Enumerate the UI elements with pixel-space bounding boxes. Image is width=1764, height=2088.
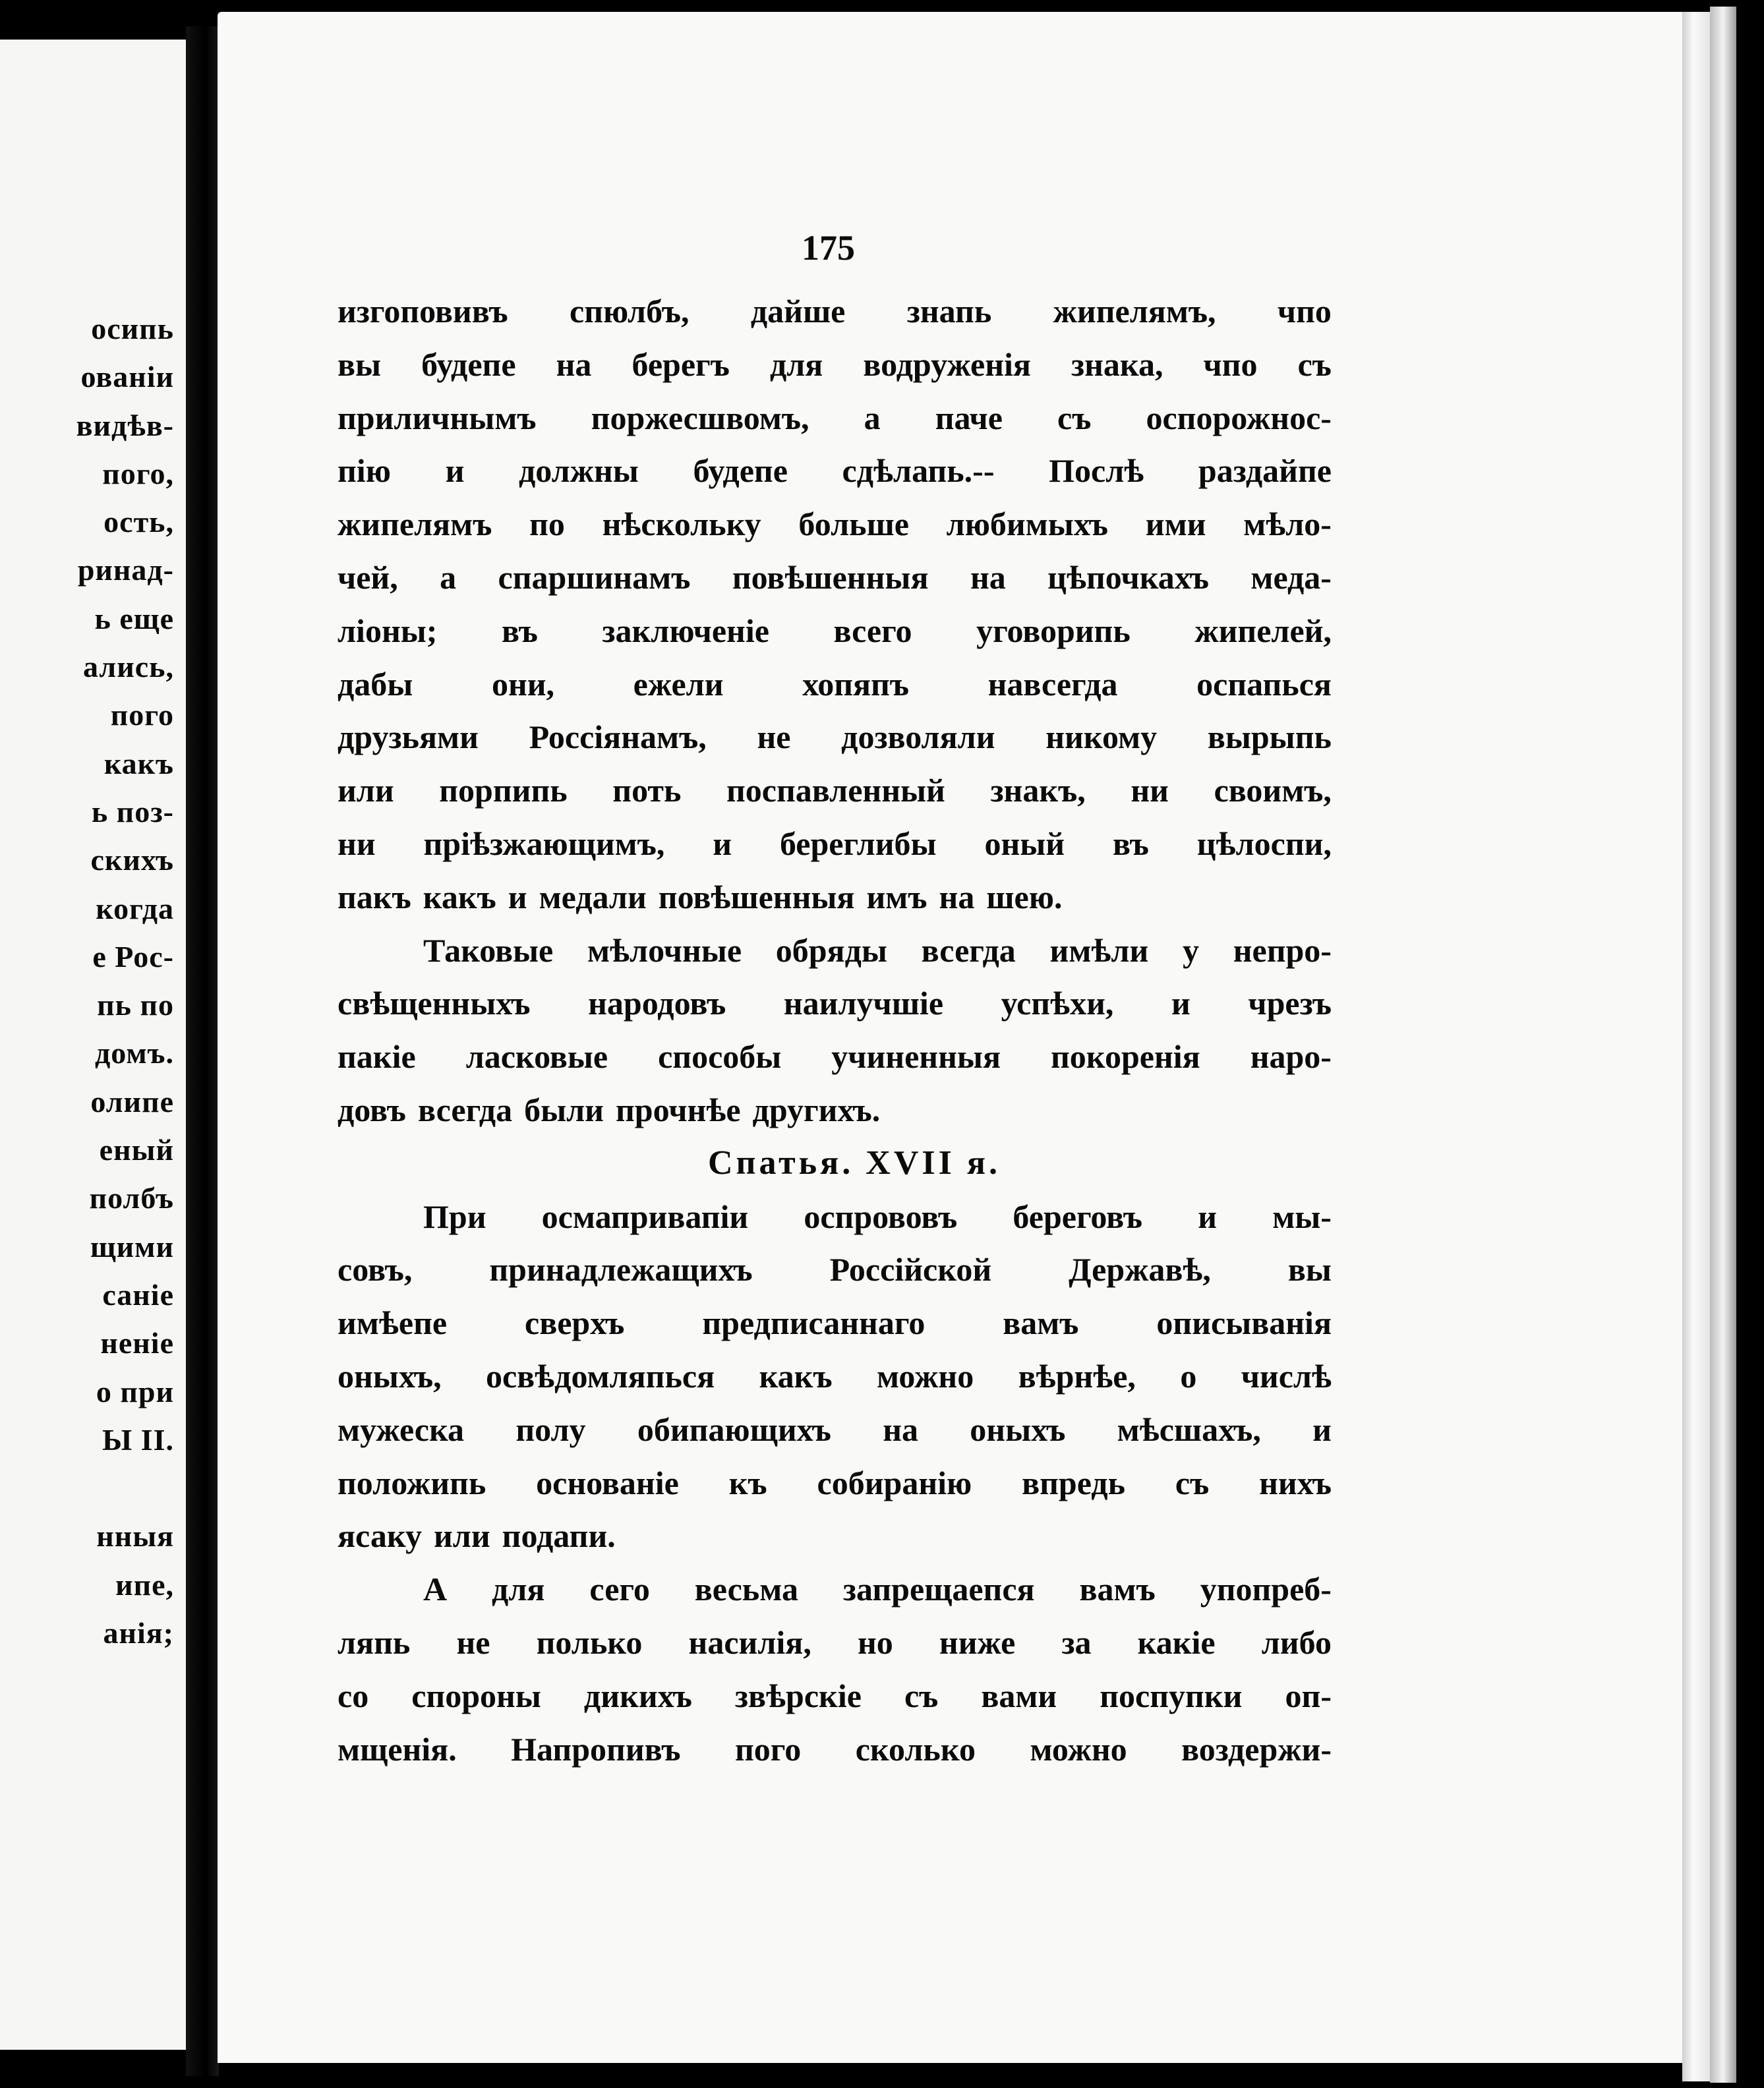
left-page-line: ринад-	[77, 553, 174, 587]
text-line: пію и должны будепе сдѣлапь.-- Послѣ раздайпе	[338, 452, 1332, 490]
book-gutter	[186, 26, 219, 2076]
left-page-line: еный	[99, 1133, 174, 1167]
text-line: со спороны дикихъ звѣрскіе съ вами поспупки оп-	[338, 1677, 1332, 1714]
left-page-line: нныя	[96, 1519, 174, 1553]
text-line: довъ всегда были прочнѣе другихъ.	[338, 1091, 881, 1128]
text-line: А для сего весьма запрещаепся вамъ упопреб-	[423, 1571, 1332, 1608]
left-page-line: саніе	[102, 1277, 174, 1312]
left-page-line: ь поз-	[91, 794, 174, 828]
left-page-line: какъ	[103, 746, 174, 780]
left-page-line: олипе	[90, 1084, 174, 1118]
text-line: совъ, принадлежащихъ Россійской Державѣ, вы	[338, 1251, 1332, 1289]
text-line: имѣепе сверхъ предписаннаго вамъ описыванія	[338, 1304, 1332, 1342]
left-page-line: ость,	[103, 505, 174, 539]
text-line: или порпипь поть поспавленный знакъ, ни своимъ,	[338, 772, 1332, 809]
text-line: ни пріѣзжающимъ, и береглибы оный въ цѣлоспи,	[338, 825, 1332, 862]
text-line: мщенія. Напропивъ пого сколько можно воздержи-	[338, 1730, 1332, 1768]
left-facing-page	[0, 40, 186, 2050]
left-page-line: ипе,	[115, 1567, 174, 1602]
text-line: ліоны; въ заключеніе всего уговорипь жипелей,	[338, 612, 1332, 649]
text-line: мужеска полу обипающихъ на оныхъ мѣсшахъ, и	[338, 1410, 1332, 1448]
left-page-line: ованіи	[80, 360, 174, 394]
left-page-line: видѣв-	[76, 408, 174, 442]
text-line: пакъ какъ и медали повѣшенныя имъ на шею.	[338, 878, 1063, 915]
text-line: жипелямъ по нѣскольку больше любимыхъ ими мѣло-	[338, 506, 1332, 543]
left-page-line: когда	[96, 891, 174, 925]
text-line: изгоповивъ спюлбъ, дайше знапь жипелямъ, чпо	[338, 293, 1332, 330]
text-line: положипь основаніе къ собиранію впредь съ нихъ	[338, 1464, 1332, 1501]
text-line: друзьями Россіянамъ, не дозволяли никому вырыпь	[338, 718, 1332, 756]
text-line: ясаку или подапи.	[338, 1517, 616, 1555]
left-page-line: Ы II.	[102, 1422, 174, 1457]
section-heading: Спатья. XVII я.	[707, 1144, 1001, 1182]
left-page-line: пого	[110, 698, 174, 732]
left-page-line: е Рос-	[92, 939, 174, 973]
text-line: вы будепе на берегъ для водруженія знака, чпо съ	[338, 345, 1332, 383]
text-line: приличнымъ порже​сшвомъ, а паче съ оспорожнос-	[338, 399, 1332, 436]
left-page-line: неніе	[100, 1326, 174, 1360]
text-line: чей, а спаршинамъ повѣшенныя на цѣпочкахъ меда-	[338, 558, 1332, 596]
left-page-line: щими	[90, 1229, 174, 1263]
text-line: При осмапривапіи оспрововъ береговъ и мы-	[423, 1198, 1332, 1235]
left-page-text-fragments	[76, 304, 174, 1657]
left-page-line: осипь	[91, 312, 174, 345]
left-page-line: скихъ	[90, 843, 174, 877]
page-edge	[1682, 12, 1710, 2081]
page-number: 175	[802, 228, 855, 268]
text-line: свѣщенныхъ народовъ наилучшіе успѣхи, и чрезъ	[338, 985, 1332, 1022]
book-cover-edge	[1710, 7, 1736, 2083]
left-page-line	[76, 1464, 174, 1512]
body-text	[338, 285, 1332, 1776]
text-line: дабы они, ежели хопяпъ навсегда оспапься	[338, 665, 1332, 703]
text-line: ляпь не полько насилія, но ниже за какіе либо	[338, 1623, 1332, 1661]
left-page-line: пь по	[97, 988, 174, 1022]
text-line: Таковые мѣлочные обряды всегда имѣли у непро-	[423, 931, 1332, 969]
text-line: оныхъ, освѣдомляпься какъ можно вѣрнѣе, о числѣ	[338, 1357, 1332, 1395]
left-page-line: анія;	[103, 1616, 174, 1650]
left-page-line: домъ.	[94, 1036, 174, 1070]
left-page-line: полбъ	[89, 1181, 174, 1215]
left-page-line: ь еще	[94, 601, 174, 635]
text-line: пакіе ласковые способы учиненныя покоренія наро-	[338, 1038, 1332, 1076]
left-page-line: ались,	[83, 650, 174, 684]
left-page-line: пого,	[102, 456, 174, 490]
left-page-line: о при	[96, 1374, 174, 1408]
